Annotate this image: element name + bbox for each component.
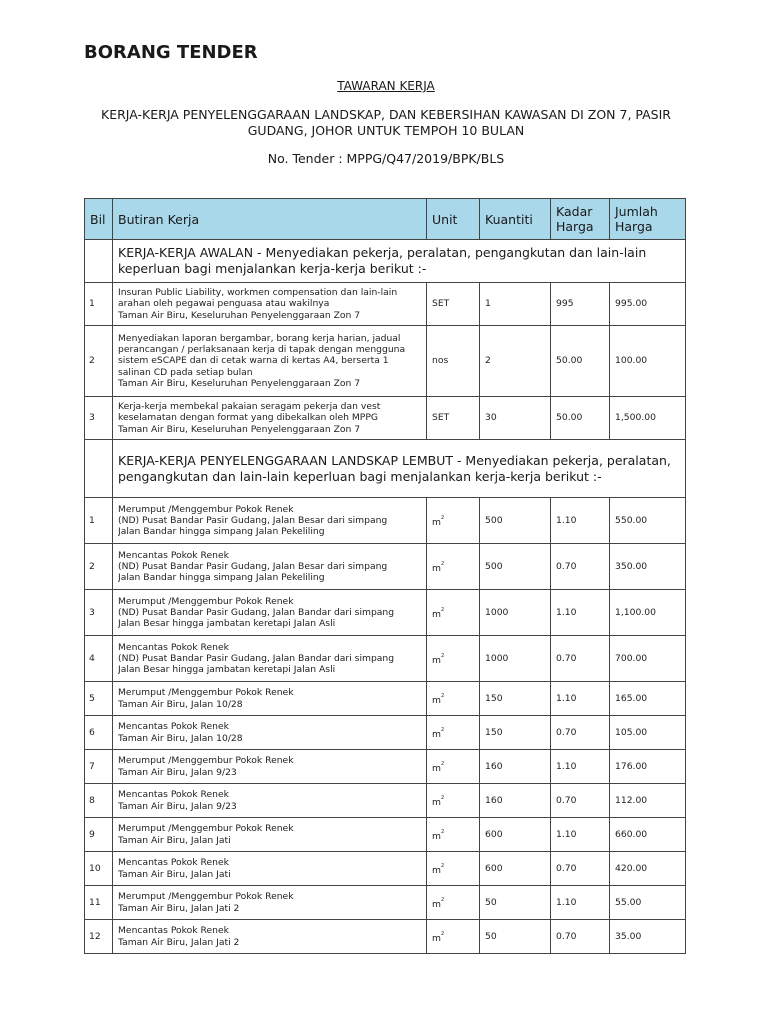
amount-cell: 105.00 (610, 716, 686, 750)
description-cell (113, 886, 427, 920)
description-line: Taman Air Biru, Keseluruhan Penyelenggaraan Zon 7 (118, 377, 361, 389)
table-row (85, 920, 686, 954)
bil-cell: 9 (85, 818, 113, 852)
table-row (85, 750, 686, 784)
description-line: Mencantas Pokok Renek (118, 549, 229, 561)
quantity-cell: 1000 (480, 590, 551, 636)
col-header-butiran: Butiran Kerja (113, 199, 427, 240)
table-row (85, 636, 686, 682)
description-line: keselamatan dengan format yang dibekalkan oleh MPPG (118, 412, 378, 424)
unit-text: SET (432, 298, 450, 310)
tender-number: No. Tender : MPPG/Q47/2019/BPK/BLS (267, 151, 505, 166)
description-line: Taman Air Biru, Keseluruhan Penyelenggaraan Zon 7 (118, 423, 361, 435)
rate-cell: 1.10 (551, 682, 610, 716)
amount-cell: 112.00 (610, 784, 686, 818)
rate-cell: 1.10 (551, 590, 610, 636)
table-row (85, 716, 686, 750)
bil-cell: 2 (85, 544, 113, 590)
quantity-cell: 500 (480, 544, 551, 590)
table-row (85, 852, 686, 886)
unit-superscript: 2 (440, 514, 445, 521)
unit-text: SET (432, 412, 450, 424)
col-header-kuantiti: Kuantiti (480, 199, 551, 240)
quantity-cell: 160 (480, 784, 551, 818)
rate-cell: 1.10 (551, 498, 610, 544)
amount-cell: 35.00 (610, 920, 686, 954)
section-header-row (85, 440, 686, 498)
amount-cell: 1,100.00 (610, 590, 686, 636)
table-row (85, 784, 686, 818)
section-header-row (85, 240, 686, 283)
description-line: (ND) Pusat Bandar Pasir Gudang, Jalan Besar dari simpang (118, 560, 388, 572)
unit-text: m (432, 830, 441, 842)
description-line: Jalan Besar hingga jambatan keretapi Jalan Asli (118, 664, 336, 676)
unit-cell (427, 852, 480, 886)
unit-superscript: 2 (440, 692, 445, 699)
quantity-cell: 600 (480, 852, 551, 886)
description-line: Taman Air Biru, Jalan Jati (118, 834, 231, 846)
unit-cell (427, 590, 480, 636)
rate-cell: 0.70 (551, 544, 610, 590)
section-heading: KERJA-KERJA AWALAN - Menyediakan pekerja, peralatan, pengangkutan dan lain-lain keperluan bagi menjalankan kerja-kerja berikut :- (113, 240, 686, 283)
description-cell (113, 283, 427, 326)
quantity-cell: 150 (480, 716, 551, 750)
unit-cell (427, 544, 480, 590)
description-line: Merumput /Menggembur Pokok Renek (118, 891, 294, 903)
quantity-cell: 600 (480, 818, 551, 852)
description-cell (113, 784, 427, 818)
quantity-cell: 50 (480, 920, 551, 954)
unit-cell (427, 784, 480, 818)
rate-cell: 0.70 (551, 636, 610, 682)
description-cell (113, 818, 427, 852)
amount-cell: 176.00 (610, 750, 686, 784)
table-row (85, 682, 686, 716)
col-header-jumlah: Jumlah Harga (610, 199, 686, 240)
unit-cell (427, 498, 480, 544)
section-empty-cell (85, 440, 113, 498)
bil-cell: 7 (85, 750, 113, 784)
description-cell (113, 750, 427, 784)
bil-cell: 5 (85, 682, 113, 716)
description-line: Taman Air Biru, Jalan 10/28 (118, 732, 243, 744)
quantity-cell: 160 (480, 750, 551, 784)
unit-cell (427, 750, 480, 784)
description-line: Taman Air Biru, Jalan Jati 2 (118, 902, 240, 914)
description-line: Taman Air Biru, Jalan 9/23 (118, 766, 237, 778)
description-line: Taman Air Biru, Jalan 10/28 (118, 698, 243, 710)
table-row (85, 886, 686, 920)
page-title: BORANG TENDER (84, 42, 258, 63)
description-cell (113, 682, 427, 716)
amount-cell: 420.00 (610, 852, 686, 886)
description-cell (113, 852, 427, 886)
description-line: Mencantas Pokok Renek (118, 789, 229, 801)
quantity-cell: 150 (480, 682, 551, 716)
description-line: salinan CD pada setiap bulan (118, 366, 253, 378)
description-cell (113, 716, 427, 750)
unit-cell (427, 716, 480, 750)
col-header-unit: Unit (427, 199, 480, 240)
description-cell (113, 590, 427, 636)
table-row (85, 283, 686, 326)
bil-cell: 8 (85, 784, 113, 818)
table-row (85, 498, 686, 544)
description-line: Mencantas Pokok Renek (118, 721, 229, 733)
bil-cell: 2 (85, 326, 113, 397)
rate-cell: 0.70 (551, 716, 610, 750)
unit-superscript: 2 (440, 896, 445, 903)
rate-cell: 0.70 (551, 852, 610, 886)
unit-text: m (432, 562, 441, 574)
bil-cell: 10 (85, 852, 113, 886)
unit-cell (427, 818, 480, 852)
unit-superscript: 2 (440, 828, 445, 835)
section-empty-cell (85, 240, 113, 283)
bil-cell: 6 (85, 716, 113, 750)
document-subtitle: TAWARAN KERJA (337, 79, 435, 93)
quantity-cell: 30 (480, 397, 551, 440)
unit-cell (427, 886, 480, 920)
project-title (84, 107, 688, 139)
unit-cell (427, 636, 480, 682)
unit-text: m (432, 762, 441, 774)
amount-cell: 350.00 (610, 544, 686, 590)
description-line: Taman Air Biru, Jalan 9/23 (118, 800, 237, 812)
unit-cell (427, 326, 480, 397)
unit-superscript: 2 (440, 606, 445, 613)
description-cell (113, 397, 427, 440)
rate-cell: 995 (551, 283, 610, 326)
description-cell (113, 544, 427, 590)
description-cell (113, 326, 427, 397)
description-line: arahan oleh pegawai penguasa atau wakilnya (118, 298, 330, 310)
unit-cell (427, 682, 480, 716)
unit-cell (427, 920, 480, 954)
amount-cell: 55.00 (610, 886, 686, 920)
amount-cell: 1,500.00 (610, 397, 686, 440)
description-line: (ND) Pusat Bandar Pasir Gudang, Jalan Bandar dari simpang (118, 606, 395, 618)
description-cell (113, 636, 427, 682)
description-cell (113, 920, 427, 954)
amount-cell: 660.00 (610, 818, 686, 852)
description-line: Merumput /Menggembur Pokok Renek (118, 595, 294, 607)
amount-cell: 995.00 (610, 283, 686, 326)
bil-cell: 3 (85, 397, 113, 440)
bil-cell: 12 (85, 920, 113, 954)
description-line: Insuran Public Liability, workmen compensation dan lain-lain (118, 287, 398, 299)
amount-cell: 100.00 (610, 326, 686, 397)
unit-text: m (432, 654, 441, 666)
unit-cell (427, 283, 480, 326)
unit-superscript: 2 (440, 726, 445, 733)
unit-text: m (432, 932, 441, 944)
unit-text: m (432, 608, 441, 620)
quantity-cell: 2 (480, 326, 551, 397)
unit-superscript: 2 (440, 862, 445, 869)
description-line: Merumput /Menggembur Pokok Renek (118, 823, 294, 835)
project-title-line-1: KERJA-KERJA PENYELENGGARAAN LANDSKAP, DAN KEBERSIHAN KAWASAN DI ZON 7, PASIR (101, 107, 671, 122)
unit-text: m (432, 898, 441, 910)
description-line: (ND) Pusat Bandar Pasir Gudang, Jalan Besar dari simpang (118, 514, 388, 526)
description-line: Jalan Bandar hingga simpang Jalan Pekeliling (118, 526, 325, 538)
description-line: Taman Air Biru, Jalan Jati (118, 868, 231, 880)
bil-cell: 1 (85, 498, 113, 544)
unit-text: m (432, 864, 441, 876)
rate-cell: 0.70 (551, 920, 610, 954)
unit-superscript: 2 (440, 760, 445, 767)
amount-cell: 700.00 (610, 636, 686, 682)
unit-text: m (432, 728, 441, 740)
quantity-cell: 1000 (480, 636, 551, 682)
description-line: perancangan / perlaksanaan kerja di tapak dengan mengguna (118, 344, 406, 356)
unit-superscript: 2 (440, 794, 445, 801)
rate-cell: 0.70 (551, 784, 610, 818)
description-line: Mencantas Pokok Renek (118, 857, 229, 869)
unit-superscript: 2 (440, 930, 445, 937)
unit-superscript: 2 (440, 652, 445, 659)
description-line: Merumput /Menggembur Pokok Renek (118, 755, 294, 767)
rate-cell: 50.00 (551, 326, 610, 397)
col-header-bil: Bil (85, 199, 113, 240)
unit-text: nos (432, 355, 449, 367)
amount-cell: 165.00 (610, 682, 686, 716)
unit-text: m (432, 516, 441, 528)
description-line: sistem eSCAPE dan di cetak warna di kertas A4, berserta 1 (118, 355, 389, 367)
amount-cell: 550.00 (610, 498, 686, 544)
table-row (85, 326, 686, 397)
unit-cell (427, 397, 480, 440)
bil-cell: 11 (85, 886, 113, 920)
table-row (85, 818, 686, 852)
rate-cell: 50.00 (551, 397, 610, 440)
rate-cell: 1.10 (551, 886, 610, 920)
quantity-cell: 1 (480, 283, 551, 326)
description-line: Mencantas Pokok Renek (118, 925, 229, 937)
description-line: Mencantas Pokok Renek (118, 641, 229, 653)
description-line: Taman Air Biru, Jalan Jati 2 (118, 936, 240, 948)
col-header-kadar: Kadar Harga (551, 199, 610, 240)
unit-text: m (432, 694, 441, 706)
description-line: (ND) Pusat Bandar Pasir Gudang, Jalan Bandar dari simpang (118, 652, 395, 664)
bil-cell: 1 (85, 283, 113, 326)
description-line: Taman Air Biru, Keseluruhan Penyelenggaraan Zon 7 (118, 309, 361, 321)
project-title-line-2: GUDANG, JOHOR UNTUK TEMPOH 10 BULAN (247, 123, 525, 138)
description-line: Kerja-kerja membekal pakaian seragam pekerja dan vest (118, 401, 381, 413)
description-cell (113, 498, 427, 544)
description-line: Jalan Bandar hingga simpang Jalan Pekeliling (118, 572, 325, 584)
description-line: Merumput /Menggembur Pokok Renek (118, 687, 294, 699)
bil-cell: 3 (85, 590, 113, 636)
table-row (85, 590, 686, 636)
tender-table (84, 198, 686, 954)
unit-superscript: 2 (440, 560, 445, 567)
quantity-cell: 50 (480, 886, 551, 920)
rate-cell: 1.10 (551, 818, 610, 852)
unit-text: m (432, 796, 441, 808)
description-line: Jalan Besar hingga jambatan keretapi Jalan Asli (118, 618, 336, 630)
quantity-cell: 500 (480, 498, 551, 544)
table-header-row (85, 199, 686, 240)
description-line: Merumput /Menggembur Pokok Renek (118, 503, 294, 515)
section-heading: KERJA-KERJA PENYELENGGARAAN LANDSKAP LEMBUT - Menyediakan pekerja, peralatan, pengangkutan dan lain-lain keperluan bagi menjalankan kerja-kerja berikut :- (113, 440, 686, 498)
bil-cell: 4 (85, 636, 113, 682)
table-row (85, 544, 686, 590)
rate-cell: 1.10 (551, 750, 610, 784)
table-row (85, 397, 686, 440)
description-line: Menyediakan laporan bergambar, borang kerja harian, jadual (118, 332, 401, 344)
